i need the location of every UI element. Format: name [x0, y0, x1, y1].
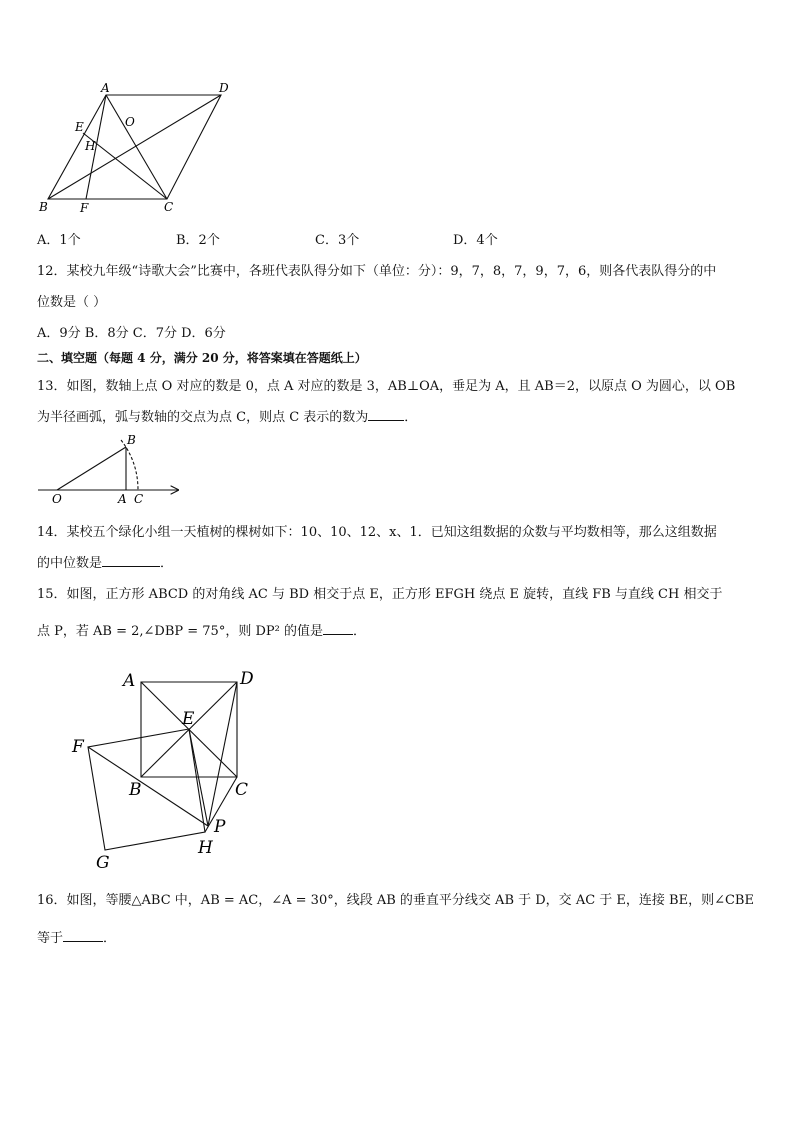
q11-option-c: C．3个 — [315, 233, 360, 248]
q14-answer-blank — [102, 554, 160, 567]
segment-ob — [57, 447, 126, 490]
label-c: C — [134, 492, 144, 506]
label-g: G — [96, 853, 110, 873]
label-o: O — [125, 115, 135, 129]
q11-option-a: A．1个 — [37, 233, 81, 248]
segment-dp — [208, 682, 237, 826]
label-a: A — [123, 671, 136, 691]
q12-options: A．9分 B．8分 C．7分 D．6分 — [37, 326, 226, 341]
label-b: B — [39, 200, 48, 214]
label-o: O — [52, 492, 62, 506]
label-d: D — [219, 81, 229, 95]
label-a: A — [118, 492, 127, 506]
q14-line-1: 14．某校五个绿化小组一天植树的棵树如下：10、10、12、x、1．已知这组数据的众数与平均数相等，那么这组数据 — [37, 525, 717, 540]
q12-line-1: 12．某校九年级“诗歌大会”比赛中，各班代表队得分如下（单位：分）：9，7，8，7，9，7，6，则各代表队得分的中 — [37, 264, 717, 279]
figure-q13-number-line — [30, 430, 190, 508]
q11-option-d: D．4个 — [453, 233, 498, 248]
section-2-heading: 二、填空题（每题 4 分，满分 20 分，将答案填在答题纸上） — [37, 351, 367, 365]
q13-line-1: 13．如图，数轴上点 O 对应的数是 0，点 A 对应的数是 3，AB⊥OA，垂足为 A，且 AB＝2，以原点 O 为圆心，以 OB — [37, 379, 736, 394]
diagonal-ac — [106, 95, 167, 199]
segment-ec — [83, 133, 167, 199]
q15-line-2 — [37, 620, 366, 639]
q12-line-2: 位数是（ ） — [37, 295, 107, 310]
label-h: H — [85, 139, 96, 153]
q14-line-2-text: 的中位数是 — [37, 556, 103, 571]
q16-answer-blank — [63, 929, 103, 942]
label-f: F — [80, 201, 89, 215]
label-b: B — [127, 433, 136, 447]
q16-line-2-end: ． — [103, 931, 117, 946]
q15-line-2-end: ． — [352, 624, 366, 639]
q15-line-1: 15．如图，正方形 ABCD 的对角线 AC 与 BD 相交于点 E，正方形 EFGH 绕点 E 旋转，直线 FB 与直线 CH 相交于 — [37, 587, 723, 602]
q16-line-1: 16．如图，等腰△ABC 中，AB = AC，∠A = 30°，线段 AB 的垂直平分线交 AB 于 D，交 AC 于 E，连接 BE，则∠CBE — [37, 893, 754, 908]
label-a: A — [101, 81, 110, 95]
label-p: P — [214, 817, 226, 837]
q13-line-2-text: 为半径画弧，弧与数轴的交点为点 C，则点 C 表示的数为 — [37, 410, 369, 425]
diagonal-bd — [48, 95, 221, 199]
q13-line-2-end: ． — [404, 410, 418, 425]
label-e: E — [75, 120, 84, 134]
figure-q11-parallelogram — [30, 75, 250, 220]
label-c: C — [164, 200, 174, 214]
q13-answer-blank — [368, 408, 404, 421]
label-d: D — [240, 669, 254, 689]
q13-line-2 — [37, 406, 417, 425]
arc-bc — [121, 440, 138, 490]
q11-option-b: B．2个 — [176, 233, 220, 248]
q15-answer-blank — [323, 622, 353, 635]
q16-line-2 — [37, 927, 116, 946]
square-efgh — [88, 729, 205, 850]
label-b: B — [129, 780, 142, 800]
label-e: E — [182, 709, 195, 729]
label-c: C — [235, 780, 249, 800]
line-fbp — [88, 747, 208, 826]
label-f: F — [72, 737, 84, 757]
q14-line-2-end: ． — [160, 556, 174, 571]
label-h: H — [198, 838, 213, 858]
figure-q15-squares — [60, 660, 270, 875]
q15-line-2-text: 点 P，若 AB = 2,∠DBP = 75°，则 DP² 的值是 — [37, 624, 323, 639]
q16-line-2-text: 等于 — [37, 931, 64, 946]
q14-line-2 — [37, 552, 173, 571]
